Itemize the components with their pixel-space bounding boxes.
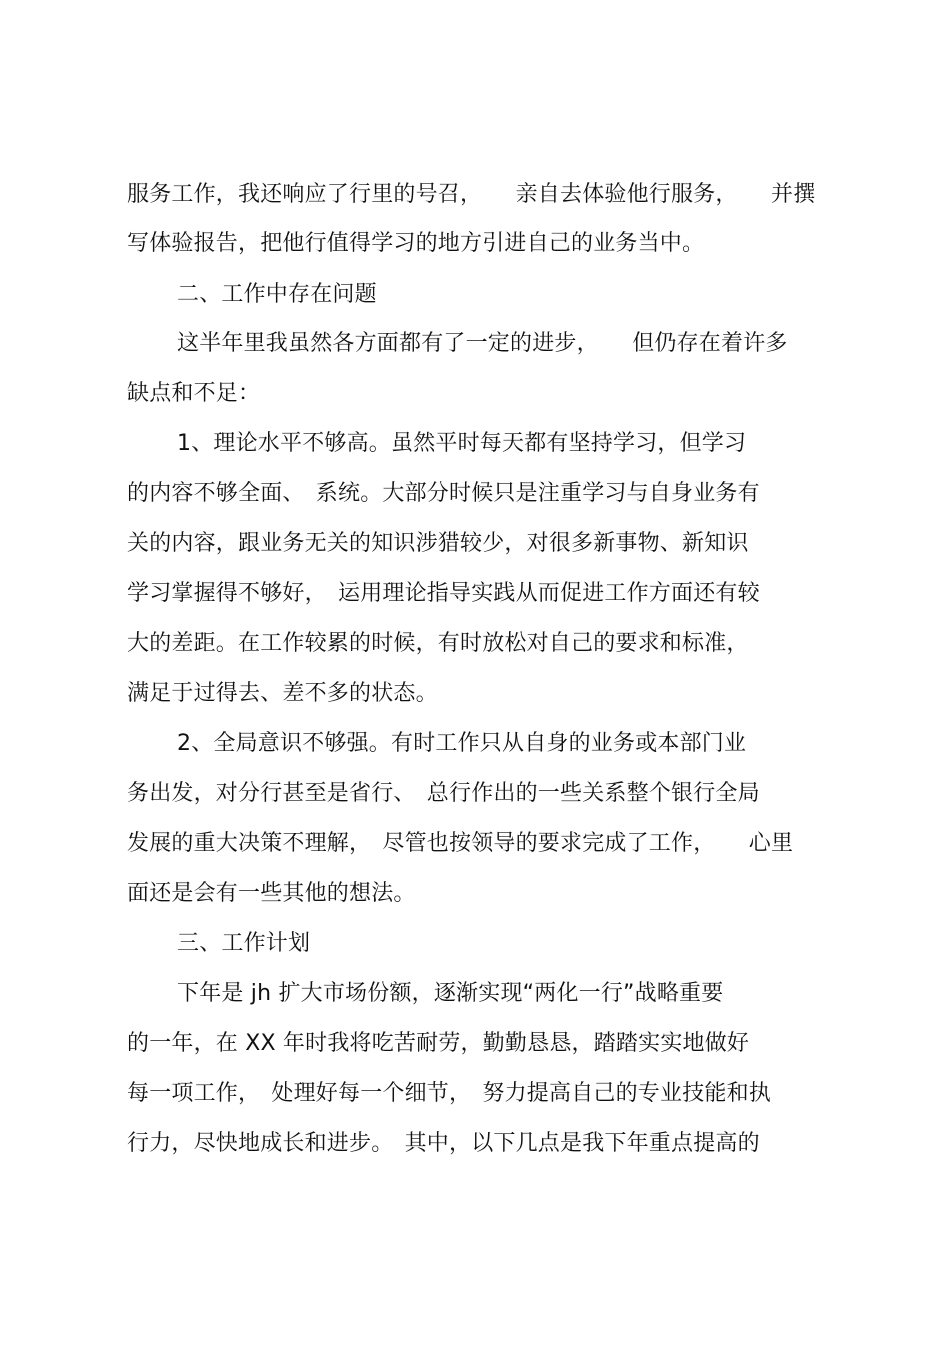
paragraph-line: 面还是会有一些其他的想法。 — [127, 881, 416, 906]
paragraph-line: 缺点和不足： — [127, 381, 261, 406]
paragraph-line: 的一年，在 XX 年时我将吃苦耐劳，勤勤恳恳，踏踏实实地做好 — [127, 1031, 750, 1056]
paragraph-line: 行力，尽快地成长和进步。 其中，以下几点是我下年重点提高的 — [127, 1131, 760, 1156]
paragraph-line: 学习掌握得不够好， 运用理论指导实践从而促进工作方面还有较 — [127, 581, 760, 606]
paragraph-line: 满足于过得去、差不多的状态。 — [127, 681, 438, 706]
paragraph-line: 2、全局意识不够强。有时工作只从自身的业务或本部门业 — [177, 731, 747, 756]
paragraph-line: 大的差距。在工作较累的时候，有时放松对自己的要求和标准， — [127, 631, 749, 656]
paragraph-line: 下年是 jh 扩大市场份额，逐渐实现“两化一行”战略重要 — [177, 981, 724, 1006]
paragraph-line: 的内容不够全面、 系统。大部分时候只是注重学习与自身业务有 — [127, 481, 760, 506]
paragraph-line: 发展的重大决策不理解， 尽管也按领导的要求完成了工作， 心里 — [127, 831, 794, 856]
paragraph-line: 这半年里我虽然各方面都有了一定的进步， 但仍存在着许多 — [177, 331, 788, 356]
paragraph-line: 1、理论水平不够高。虽然平时每天都有坚持学习，但学习 — [177, 431, 747, 456]
paragraph-line: 每一项工作， 处理好每一个细节， 努力提高自己的专业技能和执 — [127, 1081, 772, 1106]
section-heading-problems: 二、工作中存在问题 — [177, 282, 377, 307]
paragraph-line: 写体验报告，把他行值得学习的地方引进自己的业务当中。 — [127, 231, 705, 256]
paragraph-line: 关的内容，跟业务无关的知识涉猎较少，对很多新事物、新知识 — [127, 531, 749, 556]
paragraph-line: 服务工作，我还响应了行里的号召， 亲自去体验他行服务， 并撰 — [127, 182, 816, 207]
section-heading-plan: 三、工作计划 — [177, 931, 311, 956]
paragraph-line: 务出发，对分行甚至是省行、 总行作出的一些关系整个银行全局 — [127, 781, 760, 806]
